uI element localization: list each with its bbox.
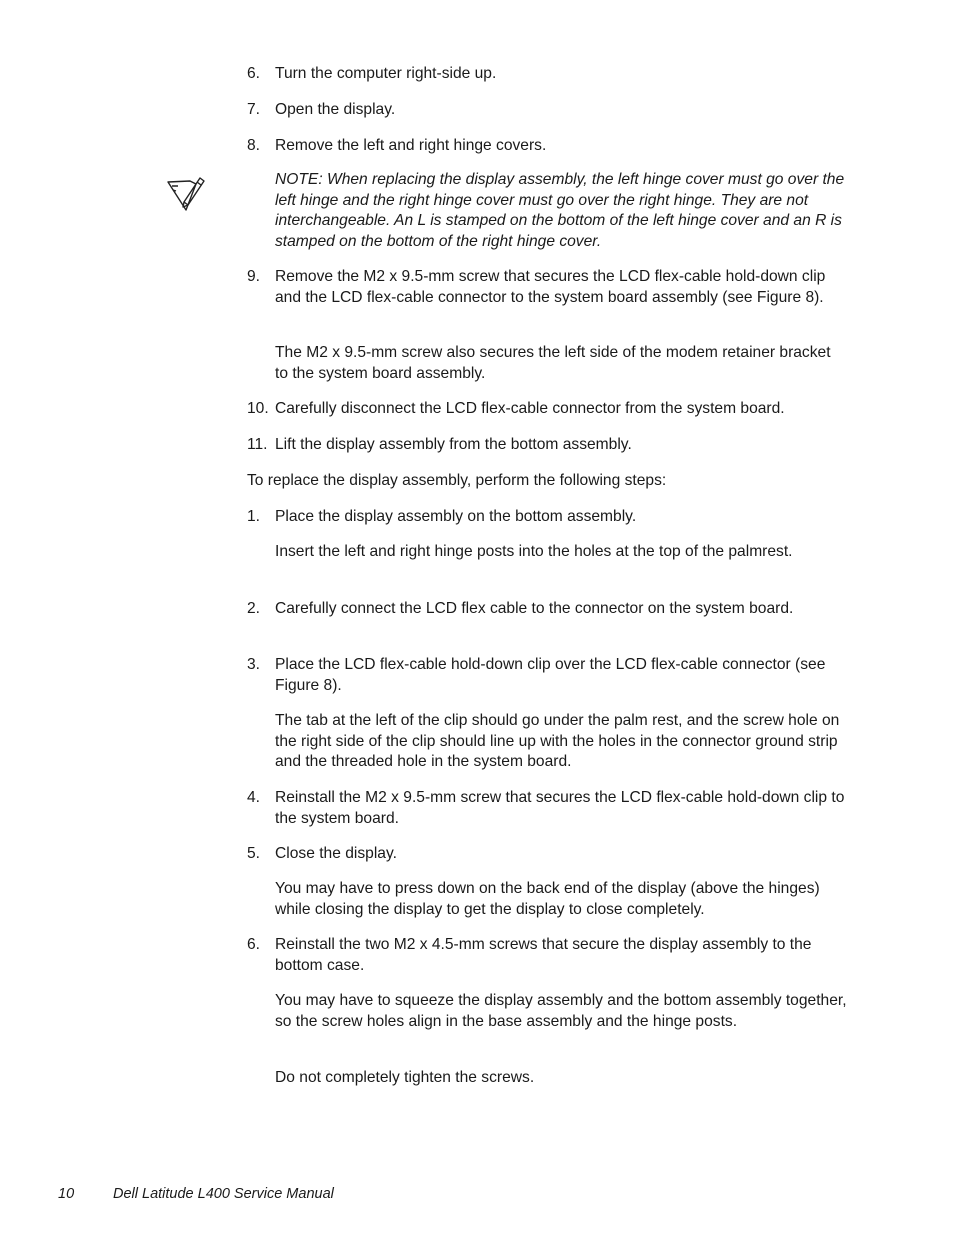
step-number: 9. [247, 268, 261, 285]
step-detail: The M2 x 9.5-mm screw also secures the left side of the modem retainer bracket to the system board assembly. [275, 344, 831, 382]
step-number: 6. [247, 936, 261, 953]
step-detail: The tab at the left of the clip should go under the palm rest, and the screw hole on the right side of the clip should line up with the holes in the connector ground strip and the threaded hole in the system board. [275, 712, 840, 770]
step-detail: Insert the left and right hinge posts into the holes at the top of the palmrest. [275, 543, 793, 560]
step-number: 5. [247, 845, 261, 862]
step-detail: You may have to press down on the back end of the display (above the hinges) while closing the display to get the display to close completely. [275, 880, 820, 918]
manual-title: Dell Latitude L400 Service Manual [113, 1186, 334, 1202]
step-text: Close the display. [275, 845, 397, 862]
step-number: 4. [247, 789, 261, 806]
step-text: Remove the left and right hinge covers. [275, 137, 547, 154]
step-number: 8. [247, 137, 261, 154]
step-number: 1. [247, 508, 261, 525]
step-text: Carefully connect the LCD flex cable to the connector on the system board. [275, 600, 794, 617]
step-number: 6. [247, 65, 261, 82]
step-text: Carefully disconnect the LCD flex-cable connector from the system board. [275, 400, 785, 417]
note-text: NOTE: When replacing the display assembly, the left hinge cover must go over the left hinge and the right hinge cover must go over the right hinge. They are not interchangeable. An L is stamped on the bottom of the left hinge cover and an R is stamped on the bottom of the right hinge cover. [275, 171, 845, 250]
step-number: 10. [247, 400, 269, 417]
step-text: Place the display assembly on the bottom assembly. [275, 508, 637, 525]
replace-intro: To replace the display assembly, perform the following steps: [247, 472, 667, 489]
step-number: 7. [247, 101, 261, 118]
step-text: Reinstall the M2 x 9.5-mm screw that secures the LCD flex-cable hold-down clip to the system board. [275, 789, 845, 827]
page-number: 10 [58, 1186, 75, 1202]
step-text: Place the LCD flex-cable hold-down clip over the LCD flex-cable connector (see Figure 8). [275, 656, 826, 694]
step-number: 11. [247, 436, 268, 453]
step-number: 3. [247, 656, 261, 673]
step-detail: You may have to squeeze the display assembly and the bottom assembly together, so the screw holes align in the base assembly and the hinge posts. [275, 992, 847, 1030]
step-text: Reinstall the two M2 x 4.5-mm screws that secure the display assembly to the bottom case. [275, 936, 812, 974]
step-number: 2. [247, 600, 261, 617]
step-text: Lift the display assembly from the bottom assembly. [275, 436, 632, 453]
step-text: Remove the M2 x 9.5-mm screw that secures the LCD flex-cable hold-down clip and the LCD flex-cable connector to the system board assembly (see Figure 8). [275, 268, 826, 306]
note-pencil-icon [166, 174, 206, 212]
step-text: Turn the computer right-side up. [275, 65, 497, 82]
step-text: Open the display. [275, 101, 396, 118]
step-detail: Do not completely tighten the screws. [275, 1069, 535, 1086]
